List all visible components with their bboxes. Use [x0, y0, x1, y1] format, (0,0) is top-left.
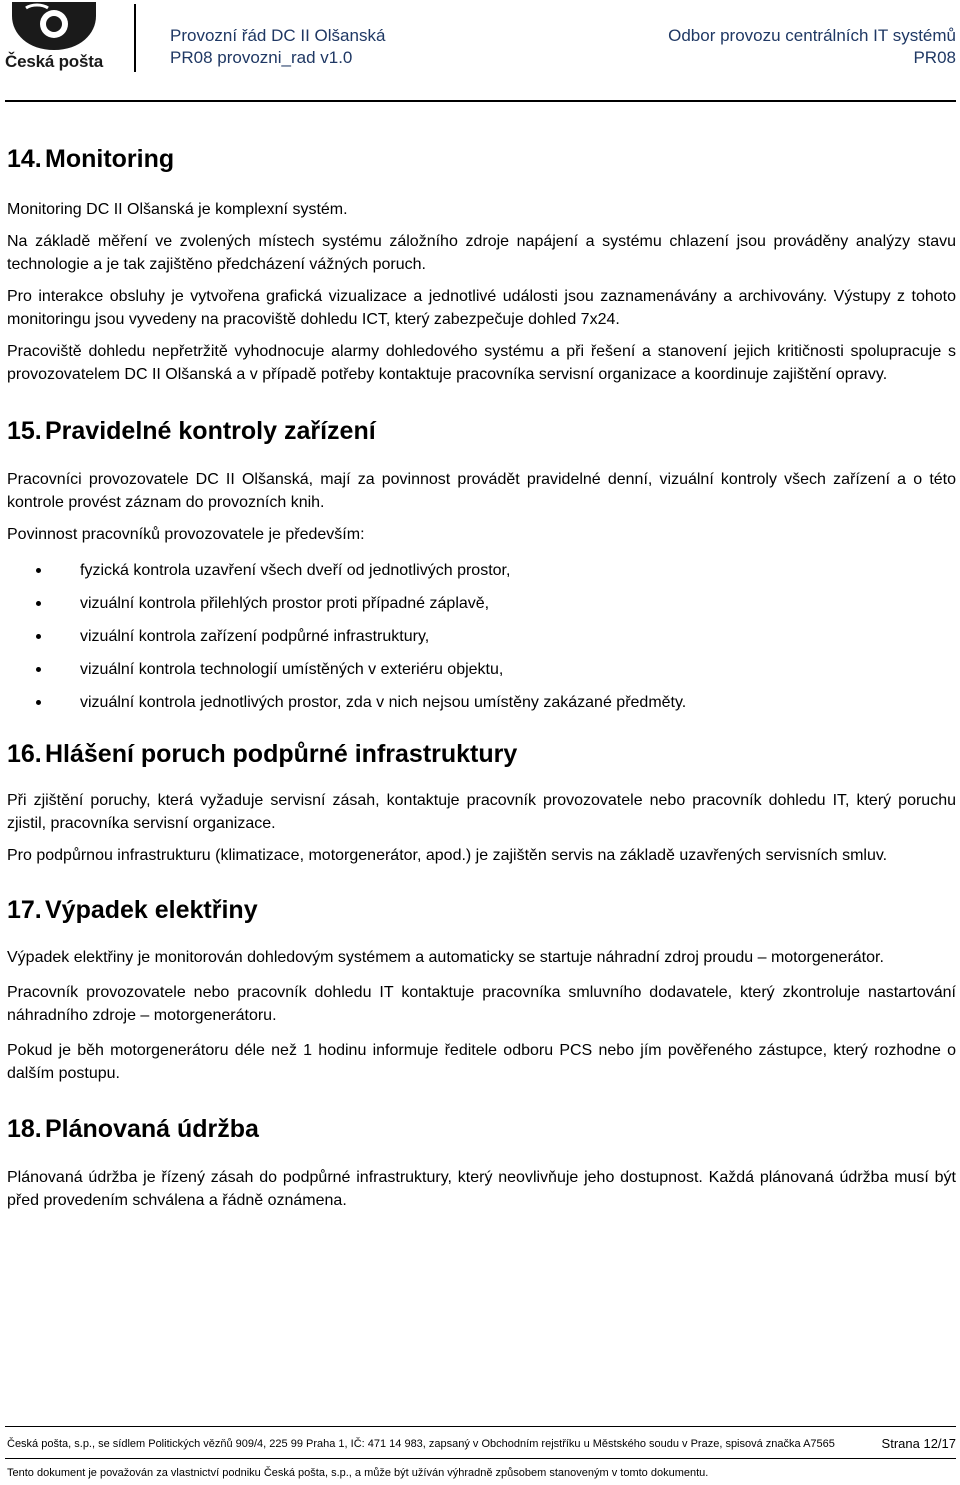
section-hlaseni-poruch — [7, 735, 956, 867]
paragraph: Výpadek elektřiny je monitorován dohledovým systémem a automaticky se startuje náhradní zdroj proudu – motorgenerátor. — [7, 949, 884, 966]
logo-text: Česká pošta — [5, 52, 103, 71]
header-left — [170, 25, 385, 69]
list-item: vizuální kontrola jednotlivých prostor, zda v nich nejsou umístěny zakázané předměty. — [7, 691, 956, 724]
bullet-list — [7, 559, 956, 724]
list-item: fyzická kontrola uzavření všech dveří od jednotlivých prostor, — [7, 559, 956, 592]
list-item: vizuální kontrola zařízení podpůrné infrastruktury, — [7, 625, 956, 658]
paragraph: Pracovník provozovatele nebo pracovník dohledu IT kontaktuje pracovníka smluvního dodavatele, který zkontroluje nastartování náhradního zdroje – motorgenerátoru. — [7, 984, 956, 1024]
section-heading: 17. Výpadek elektřiny — [7, 896, 258, 924]
header-divider — [134, 4, 136, 72]
header-right — [668, 25, 956, 69]
doc-id: PR08 provozni_rad v1.0 — [170, 48, 353, 67]
doc-title: Provozní řád DC II Olšanská — [170, 26, 386, 45]
ceska-posta-logo — [5, 2, 101, 72]
paragraph: Na základě měření ve zvolených místech systému záložního zdroje napájení a systému chlazení jsou prováděny analýzy stavu technologie a je tak zajištěno předcházení vážných poruch. — [7, 233, 956, 273]
page-header — [0, 0, 960, 80]
paragraph: Monitoring DC II Olšanská je komplexní systém. — [7, 201, 348, 218]
section-heading: 16. Hlášení poruch podpůrné infrastruktury — [7, 740, 518, 768]
section-heading: 15. Pravidelné kontroly zařízení — [7, 417, 376, 445]
footer-ownership: Tento dokument je považován za vlastnictví podniku Česká pošta, s.p., a může být užíván výhradně způsobem stanoveným v tomto dokumentu. — [7, 1467, 709, 1479]
section-vypadek-elektriny — [7, 891, 956, 1085]
bullet-icon — [36, 601, 41, 606]
paragraph: Povinnost pracovníků provozovatele je především: — [7, 526, 365, 543]
document-body — [7, 140, 956, 1212]
list-item: vizuální kontrola přilehlých prostor proti případné záplavě, — [7, 592, 956, 625]
page-number: Strana 12/17 — [881, 1436, 956, 1451]
section-heading: 18. Plánovaná údržba — [7, 1115, 259, 1143]
section-pravidelne-kontroly — [7, 412, 956, 724]
paragraph: Při zjištění poruchy, která vyžaduje servisní zásah, kontaktuje pracovník provozovatele nebo pracovník dohledu IT, který poruchu zjistil, pracovníka servisní organizace. — [7, 792, 956, 832]
footer-rule-top — [5, 1426, 956, 1427]
paragraph: Pro interakce obsluhy je vytvořena grafická vizualizace a jednotlivé události jsou zaznamenávány a archivovány. Výstupy z tohoto monitoringu jsou vyvedeny na pracoviště dohledu ICT, který zabezpečuje dohled 7x24. — [7, 288, 956, 328]
department: Odbor provozu centrálních IT systémů — [668, 26, 956, 45]
bullet-icon — [36, 568, 41, 573]
paragraph: Pro podpůrnou infrastrukturu (klimatizace, motorgenerátor, apod.) je zajištěn servis na základě uzavřených servisních smluv. — [7, 847, 888, 864]
footer-company: Česká pošta, s.p., se sídlem Politických vězňů 909/4, 225 99 Praha 1, IČ: 471 14 983, zapsaný v Obchodním rejstříku u Městského soudu v Praze, spisová značka A7565 — [7, 1438, 835, 1450]
paragraph: Pracovníci provozovatele DC II Olšanská, mají za povinnost provádět pravidelné denní, vizuální kontroly všech zařízení a o této kontrole provést záznam do provozních knih. — [7, 471, 956, 511]
list-item: vizuální kontrola technologií umístěných v exteriéru objektu, — [7, 658, 956, 691]
paragraph: Pracoviště dohledu nepřetržitě vyhodnocuje alarmy dohledového systému a při řešení a stanovení jejich kritičnosti spolupracuje s provozovatelem DC II Olšanská a v případě potřeby kontaktuje pracovníka servisní organizace a koordinuje zajištění opravy. — [7, 343, 956, 383]
bullet-icon — [36, 700, 41, 705]
section-planovana-udrzba — [7, 1110, 956, 1212]
header-rule — [5, 100, 956, 102]
footer-rule-bottom — [5, 1458, 956, 1459]
post-horn-icon — [8, 2, 100, 52]
paragraph: Plánovaná údržba je řízený zásah do podpůrné infrastruktury, který neovlivňuje jeho dostupnost. Každá plánovaná údržba musí být před provedením schválena a řádně oznámena. — [7, 1169, 956, 1209]
doc-code: PR08 — [913, 48, 956, 67]
bullet-icon — [36, 634, 41, 639]
section-heading: 14. Monitoring — [7, 145, 175, 173]
paragraph: Pokud je běh motorgenerátoru déle než 1 hodinu informuje ředitele odboru PCS nebo jím pověřeného zástupce, který rozhodne o dalším postupu. — [7, 1042, 956, 1082]
section-monitoring — [7, 140, 956, 386]
bullet-icon — [36, 667, 41, 672]
